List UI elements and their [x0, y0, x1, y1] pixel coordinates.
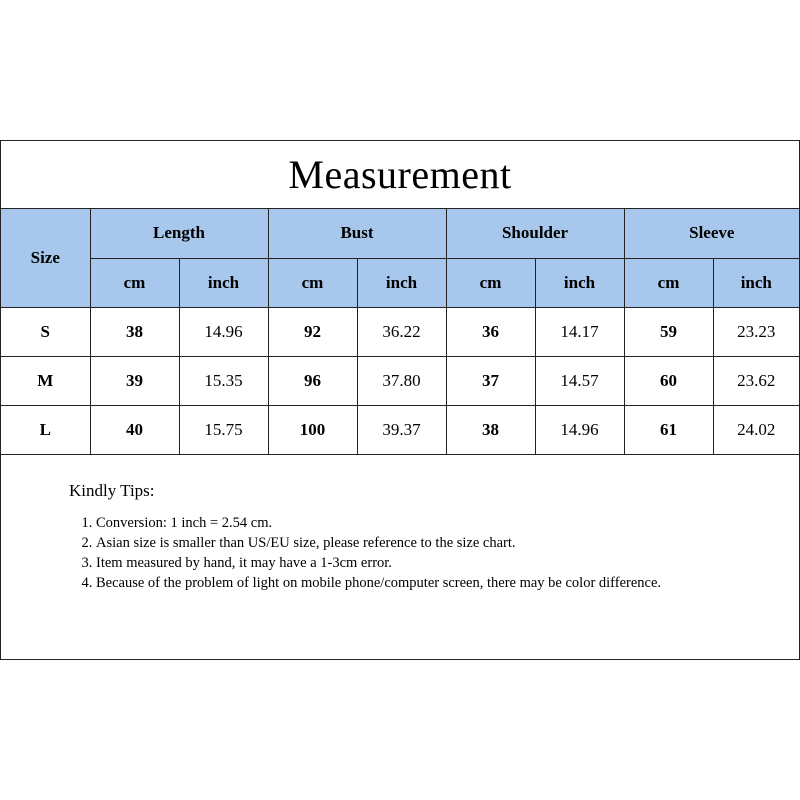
table-cell: 100	[268, 405, 357, 454]
group-header-shoulder: Shoulder	[446, 209, 624, 258]
unit-header: inch	[535, 258, 624, 307]
table-cell: 37.80	[357, 356, 446, 405]
unit-header: inch	[713, 258, 799, 307]
size-cell: S	[1, 307, 90, 356]
table-cell: 39	[90, 356, 179, 405]
tip-item: 1. Conversion: 1 inch = 2.54 cm.	[96, 513, 749, 533]
table-row	[1, 356, 799, 405]
group-header-length: Length	[90, 209, 268, 258]
table-cell: 37	[446, 356, 535, 405]
table-cell: 14.57	[535, 356, 624, 405]
size-cell: L	[1, 405, 90, 454]
table-cell: 96	[268, 356, 357, 405]
table-cell: 36.22	[357, 307, 446, 356]
table-cell: 23.62	[713, 356, 799, 405]
unit-header: inch	[179, 258, 268, 307]
table-row	[1, 405, 799, 454]
table-cell: 23.23	[713, 307, 799, 356]
table-cell: 14.96	[535, 405, 624, 454]
measurement-chart	[0, 140, 800, 660]
table-cell: 38	[446, 405, 535, 454]
table-cell: 38	[90, 307, 179, 356]
table-cell: 36	[446, 307, 535, 356]
table-cell: 14.96	[179, 307, 268, 356]
table-cell: 61	[624, 405, 713, 454]
table-cell: 39.37	[357, 405, 446, 454]
table-cell: 92	[268, 307, 357, 356]
chart-title: Measurement	[1, 141, 799, 209]
kindly-tips	[69, 481, 749, 593]
table-cell: 60	[624, 356, 713, 405]
unit-header: cm	[268, 258, 357, 307]
tip-item: 3. Item measured by hand, it may have a 1-3cm error.	[96, 553, 749, 573]
header-row-groups	[1, 209, 799, 258]
table-cell: 59	[624, 307, 713, 356]
unit-header: cm	[624, 258, 713, 307]
tips-list	[69, 513, 749, 593]
table-cell: 24.02	[713, 405, 799, 454]
unit-header: cm	[446, 258, 535, 307]
tip-item: 4. Because of the problem of light on mobile phone/computer screen, there may be color difference.	[96, 573, 749, 593]
table-row	[1, 307, 799, 356]
table-cell: 14.17	[535, 307, 624, 356]
size-header: Size	[1, 209, 90, 307]
header-row-units	[1, 258, 799, 307]
group-header-bust: Bust	[268, 209, 446, 258]
table-cell: 40	[90, 405, 179, 454]
tips-title: Kindly Tips:	[69, 481, 155, 500]
size-cell: M	[1, 356, 90, 405]
size-table	[1, 209, 799, 455]
unit-header: cm	[90, 258, 179, 307]
group-header-sleeve: Sleeve	[624, 209, 799, 258]
table-cell: 15.35	[179, 356, 268, 405]
unit-header: inch	[357, 258, 446, 307]
tip-item: 2. Asian size is smaller than US/EU size, please reference to the size chart.	[96, 533, 749, 553]
table-cell: 15.75	[179, 405, 268, 454]
